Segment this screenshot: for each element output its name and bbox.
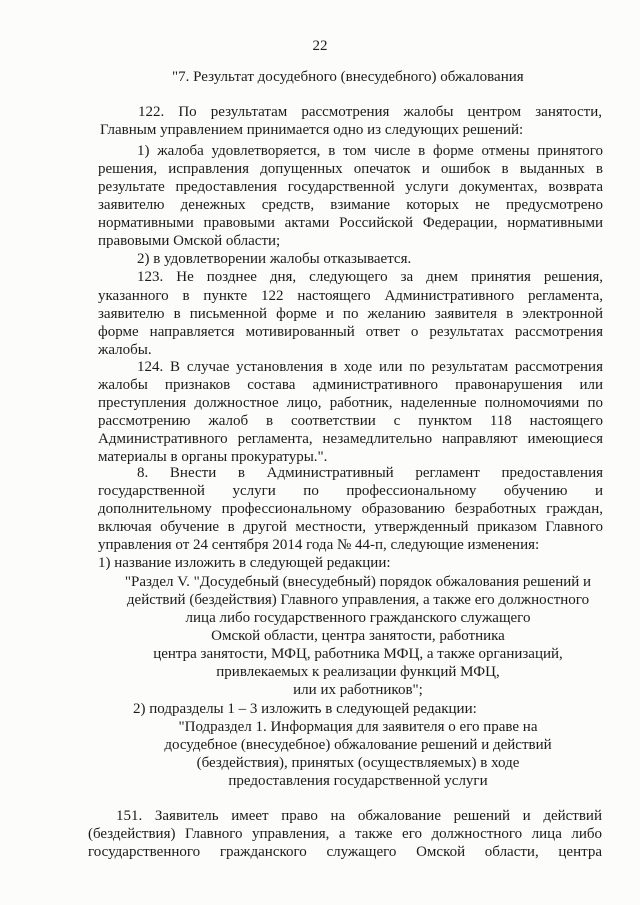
text-line: решения, исправления допущенных опечаток и ошибок в выданных в [98,161,603,177]
text-line: включая обучение в другой местности, утвержденный приказом Главного [98,519,603,535]
text-line: управления от 24 сентября 2014 года № 44-п, следующие изменения: [98,537,540,553]
text-line: предоставления государственной услуги [228,773,488,789]
text-line: "Подраздел 1. Информация для заявителя о его праве на [178,719,538,735]
text-line: нормативными правовыми актами Российской Федерации, нормативными [98,215,603,231]
text-line: "Раздел V. "Досудебный (внесудебный) порядок обжалования решений и [124,574,592,590]
text-line: Главным управлением принимается одно из следующих решений: [100,122,524,138]
text-line: привлекаемых к реализации функций МФЦ, [216,664,500,680]
text-line: заявителю в письменной форме и по желанию заявителя в электронной [98,306,603,322]
text-line: результате предоставления государственной услуги документах, возврата [98,179,603,195]
page-number: 22 [312,38,328,54]
text-line: 1) название изложить в следующей редакции: [98,555,391,571]
text-line: 124. В случае установления в ходе или по результатам рассмотрения [137,359,603,375]
text-line: материалы в органы прокуратуры.". [98,449,328,465]
text-line: преступления должностное лицо, работник, наделенные полномочиями по [98,395,603,411]
text-line: правовыми Омской области; [98,233,281,249]
text-line: жалобы признаков состава административного правонарушения или [98,377,603,393]
text-line: центра занятости, МФЦ, работника МФЦ, а также организаций, [153,646,563,662]
text-line: рассмотрению жалоб в соответствии с пунктом 118 настоящего [98,413,603,429]
text-line: действий (бездействия) Главного управления, а также его должностного [126,592,590,608]
text-line: (бездействия), принятых (осуществляемых) в ходе [196,755,520,771]
text-line: 2) подразделы 1 – 3 изложить в следующей редакции: [133,701,477,717]
text-line: государственного гражданского служащего Омской области, центра [88,844,602,860]
text-line: 1) жалоба удовлетворяется, в том числе в форме отмены принятого [137,143,603,159]
text-line: Омской области, центра занятости, работника [211,628,505,644]
text-line: "7. Результат досудебного (внесудебного) обжалования [172,69,524,85]
text-line: 2) в удовлетворении жалобы отказывается. [137,251,412,267]
text-line: досудебное (внесудебное) обжалование решений и действий [164,737,552,753]
text-line: государственной услуги по профессиональному обучению и [98,483,603,499]
text-line: 151. Заявитель имеет право на обжалование решений и действий [116,808,602,824]
text-line: 8. Внести в Административный регламент предоставления [137,465,603,481]
text-line: лица либо государственного гражданского служащего [185,610,531,626]
text-line: (бездействия) Главного управления, а также его должностного лица либо [88,826,602,842]
text-line: указанного в пункте 122 настоящего Административного регламента, [98,288,603,304]
text-line: форме направляется мотивированный ответ о результатах рассмотрения [98,324,603,340]
text-line: дополнительному профессиональному образованию безработных граждан, [98,501,603,517]
text-line: 123. Не позднее дня, следующего за днем принятия решения, [137,269,603,285]
text-line: жалобы. [98,342,152,358]
text-line: заявителю денежных средств, взимание которых не предусмотрено [98,197,603,213]
text-line: или их работников"; [293,682,423,698]
text-line: 122. По результатам рассмотрения жалобы центром занятости, [138,104,602,120]
text-line: Административного регламента, незамедлительно направляют имеющиеся [98,431,603,447]
